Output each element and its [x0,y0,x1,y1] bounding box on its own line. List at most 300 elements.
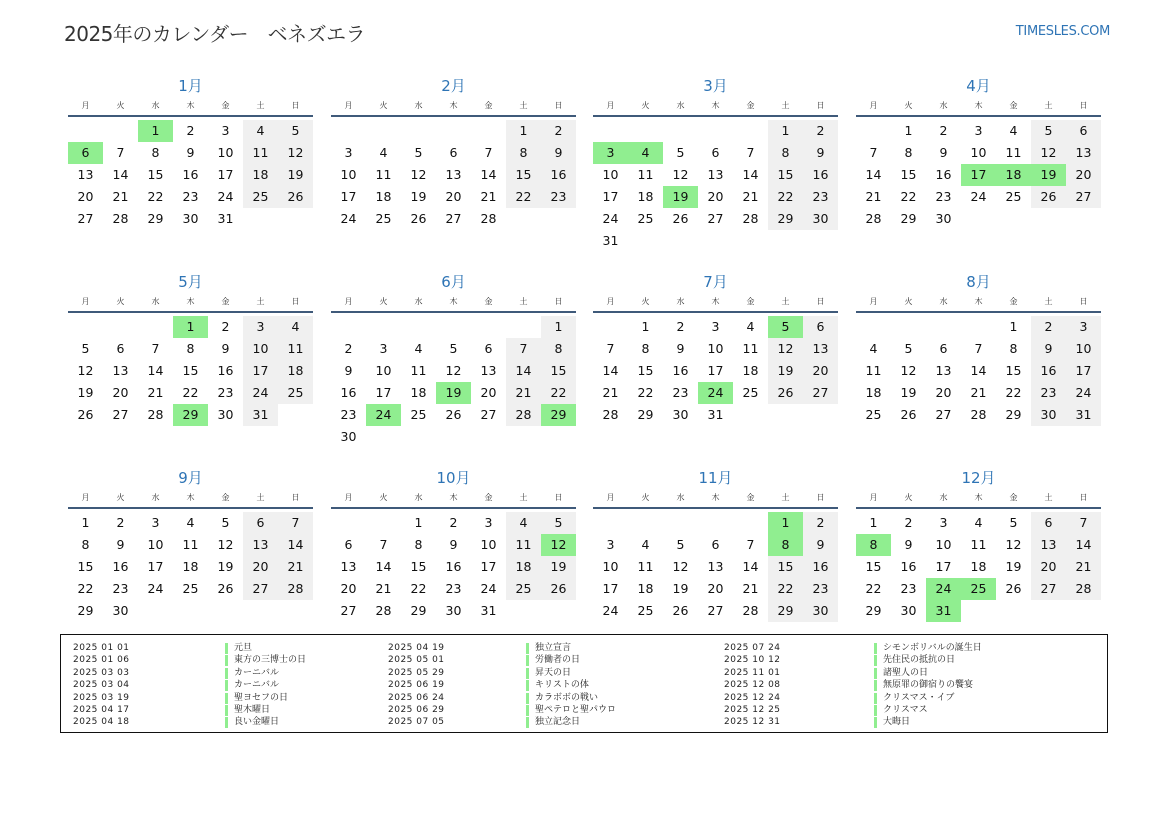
day-cell: 31 [707,407,724,422]
day-cell: 28 [1066,578,1101,600]
holiday-date: 2025 07 24 [724,643,781,653]
day-cell: 26 [410,211,427,226]
holiday-name: 大晦日 [883,717,911,728]
day-cell: 5 [449,341,458,356]
holiday-entry [388,679,688,691]
day-cell: 17 [935,559,952,574]
day-cell: 17 [340,189,357,204]
weekday-label: 金 [746,297,755,306]
holiday-date: 2025 03 19 [73,692,130,703]
weekday-label: 日 [554,493,563,502]
day-cell: 21 [147,385,164,400]
day-cell: 31 [1066,404,1101,426]
holiday-name: 独立記念日 [535,717,581,728]
day-cell: 8 [506,142,541,164]
holiday-day-cell: 8 [856,534,891,556]
month-block [331,75,576,230]
day-cell: 2 [939,123,948,138]
day-cell: 9 [449,537,458,552]
holiday-marker-icon [225,717,228,728]
holiday-name: 昇天の日 [535,667,572,678]
day-cell: 22 [1005,385,1022,400]
day-cell: 4 [746,319,755,334]
day-cell: 17 [1066,360,1101,382]
day-cell: 7 [151,341,160,356]
day-cell: 27 [77,211,94,226]
weekday-label: 日 [1079,101,1088,110]
day-cell: 28 [147,407,164,422]
day-cell: 3 [243,316,278,338]
day-cell: 19 [410,189,427,204]
day-cell: 23 [803,578,838,600]
day-cell: 6 [803,316,838,338]
month-block [68,75,313,230]
day-cell: 15 [541,360,576,382]
month-block [856,467,1101,622]
weekday-header [593,97,838,117]
day-cell: 26 [541,578,576,600]
day-cell: 11 [278,338,313,360]
day-cell: 15 [637,363,654,378]
day-cell: 14 [480,167,497,182]
day-cell: 15 [865,559,882,574]
day-cell: 26 [278,186,313,208]
day-cell: 28 [865,211,882,226]
day-cell: 2 [186,123,195,138]
day-cell: 26 [768,382,803,404]
day-cell: 17 [602,189,619,204]
weekday-label: 月 [869,297,878,306]
weekday-label: 金 [746,101,755,110]
weekday-label: 火 [379,493,388,502]
day-cell: 15 [506,164,541,186]
weekday-header [68,489,313,509]
weekday-label: 火 [116,297,125,306]
day-cell: 21 [742,189,759,204]
day-cell: 21 [506,382,541,404]
weekday-label: 木 [711,101,720,110]
weekday-label: 月 [606,297,615,306]
day-cell: 16 [803,164,838,186]
weekday-label: 日 [816,297,825,306]
weekday-label: 火 [116,101,125,110]
day-cell: 19 [900,385,917,400]
weekday-header [593,489,838,509]
day-cell: 28 [970,407,987,422]
weekday-label: 土 [256,493,265,502]
day-cell: 11 [243,142,278,164]
day-cell: 2 [449,515,458,530]
day-cell: 20 [445,189,462,204]
month-title: 1月 [178,77,203,95]
day-cell: 2 [803,512,838,534]
weekday-header [331,293,576,313]
holiday-name: 良い金曜日 [234,717,280,728]
holiday-marker-icon [225,655,228,666]
holiday-name: シモンボリバルの誕生日 [883,643,982,653]
day-cell: 9 [344,363,353,378]
holiday-date: 2025 05 29 [388,667,445,678]
holiday-marker-icon [874,705,877,716]
day-grid [331,509,576,622]
weekday-label: 土 [1044,101,1053,110]
day-cell: 18 [182,559,199,574]
weekday-label: 月 [344,101,353,110]
day-cell: 22 [768,578,803,600]
day-cell: 19 [217,559,234,574]
day-cell: 16 [1031,360,1066,382]
day-cell: 1 [81,515,90,530]
day-cell: 28 [506,404,541,426]
weekday-label: 木 [974,297,983,306]
weekday-label: 木 [974,493,983,502]
holiday-entry [724,667,1024,679]
holiday-date: 2025 12 25 [724,705,781,715]
weekday-label: 金 [484,493,493,502]
day-cell: 25 [637,211,654,226]
weekday-label: 木 [186,101,195,110]
holiday-entry [73,642,373,654]
page-title: 2025年のカレンダー ベネズエラ [64,22,366,46]
day-cell: 5 [414,145,423,160]
day-cell: 14 [970,363,987,378]
weekday-label: 日 [1079,493,1088,502]
weekday-label: 月 [81,297,90,306]
weekday-label: 月 [606,493,615,502]
day-cell: 10 [340,167,357,182]
day-cell: 4 [641,537,650,552]
day-cell: 11 [970,537,987,552]
holiday-name: カーニバル [234,680,280,691]
holiday-day-cell: 31 [926,600,961,622]
weekday-label: 火 [904,297,913,306]
day-cell: 23 [445,581,462,596]
day-cell: 12 [1005,537,1022,552]
holiday-marker-icon [874,680,877,691]
day-cell: 17 [243,360,278,382]
weekday-label: 水 [939,297,948,306]
day-cell: 23 [182,189,199,204]
day-cell: 4 [186,515,195,530]
day-cell: 18 [410,385,427,400]
day-cell: 17 [147,559,164,574]
day-cell: 26 [77,407,94,422]
holiday-name: 元旦 [234,643,253,653]
holiday-date: 2025 12 24 [724,692,781,703]
day-cell: 5 [904,341,913,356]
day-cell: 13 [707,167,724,182]
day-cell: 24 [217,189,234,204]
day-cell: 30 [340,429,357,444]
day-cell: 16 [445,559,462,574]
day-cell: 16 [935,167,952,182]
holiday-name: 先住民の抵抗の日 [883,655,956,666]
day-cell: 23 [803,186,838,208]
day-cell: 13 [445,167,462,182]
day-cell: 20 [803,360,838,382]
holiday-date: 2025 01 01 [73,643,130,653]
holiday-day-cell: 4 [628,142,663,164]
day-cell: 24 [1066,382,1101,404]
day-cell: 6 [344,537,353,552]
weekday-label: 金 [1009,493,1018,502]
holiday-day-cell: 19 [436,382,471,404]
holiday-day-cell: 24 [366,404,401,426]
day-cell: 4 [379,145,388,160]
day-cell: 7 [278,512,313,534]
day-cell: 5 [278,120,313,142]
day-cell: 7 [974,341,983,356]
holiday-marker-icon [526,717,529,728]
day-cell: 27 [707,603,724,618]
day-cell: 27 [1031,578,1066,600]
month-block [856,271,1101,426]
month-title: 8月 [966,273,991,291]
weekday-label: 土 [519,493,528,502]
holiday-entry [73,667,373,679]
holiday-marker-icon [526,643,529,654]
day-cell: 2 [221,319,230,334]
day-cell: 27 [445,211,462,226]
day-cell: 24 [602,603,619,618]
day-cell: 11 [375,167,392,182]
day-cell: 29 [768,600,803,622]
day-cell: 22 [541,382,576,404]
day-cell: 31 [480,603,497,618]
day-cell: 5 [541,512,576,534]
day-cell: 27 [340,603,357,618]
holiday-entry [388,704,688,716]
day-cell: 30 [445,603,462,618]
holiday-marker-icon [526,668,529,679]
holiday-name: 聖ペテロと聖パウロ [535,705,617,715]
day-cell: 19 [77,385,94,400]
day-cell: 2 [116,515,125,530]
day-cell: 13 [1066,142,1101,164]
holiday-marker-icon [526,655,529,666]
day-cell: 25 [375,211,392,226]
day-cell: 22 [182,385,199,400]
day-cell: 24 [147,581,164,596]
day-cell: 20 [77,189,94,204]
day-cell: 3 [484,515,493,530]
weekday-label: 木 [449,493,458,502]
weekday-label: 土 [1044,297,1053,306]
day-cell: 3 [606,537,615,552]
weekday-label: 日 [291,297,300,306]
weekday-label: 木 [711,493,720,502]
day-cell: 6 [711,537,720,552]
weekday-label: 月 [344,493,353,502]
holiday-day-cell: 6 [68,142,103,164]
weekday-label: 月 [606,101,615,110]
day-cell: 7 [379,537,388,552]
day-cell: 11 [637,559,654,574]
day-cell: 10 [1066,338,1101,360]
day-grid [593,509,838,622]
month-title: 6月 [441,273,466,291]
day-cell: 2 [904,515,913,530]
day-cell: 12 [672,559,689,574]
weekday-label: 金 [221,493,230,502]
day-cell: 6 [243,512,278,534]
day-cell: 1 [1009,319,1018,334]
day-cell: 31 [602,233,619,248]
month-title: 7月 [703,273,728,291]
holiday-entry [724,679,1024,691]
weekday-label: 土 [1044,493,1053,502]
day-cell: 20 [935,385,952,400]
day-cell: 19 [278,164,313,186]
holiday-name: 東方の三博士の日 [234,655,307,666]
weekday-header [856,489,1101,509]
day-cell: 18 [637,189,654,204]
holiday-entry [73,654,373,666]
day-cell: 29 [410,603,427,618]
site-link[interactable]: TIMESLES.COM [1015,24,1110,39]
day-cell: 10 [375,363,392,378]
day-cell: 22 [147,189,164,204]
day-cell: 9 [221,341,230,356]
day-cell: 14 [375,559,392,574]
holiday-marker-icon [526,680,529,691]
holiday-entry [724,692,1024,704]
day-cell: 6 [1066,120,1101,142]
weekday-label: 土 [781,297,790,306]
day-cell: 17 [707,363,724,378]
holiday-marker-icon [874,655,877,666]
day-cell: 13 [340,559,357,574]
day-cell: 8 [81,537,90,552]
day-cell: 23 [217,385,234,400]
holiday-day-cell: 25 [961,578,996,600]
weekday-label: 土 [519,297,528,306]
day-cell: 24 [243,382,278,404]
day-cell: 21 [112,189,129,204]
day-cell: 14 [742,559,759,574]
day-cell: 29 [1005,407,1022,422]
day-cell: 14 [112,167,129,182]
holiday-date: 2025 06 19 [388,680,445,691]
day-cell: 16 [217,363,234,378]
day-cell: 3 [151,515,160,530]
weekday-label: 木 [186,297,195,306]
holiday-date: 2025 03 03 [73,667,130,678]
day-cell: 5 [81,341,90,356]
day-cell: 16 [112,559,129,574]
day-cell: 10 [602,559,619,574]
holiday-entry [73,704,373,716]
day-cell: 21 [865,189,882,204]
month-title: 2月 [441,77,466,95]
month-title: 3月 [703,77,728,95]
month-block [856,75,1101,230]
day-grid [68,509,313,622]
day-cell: 1 [869,515,878,530]
day-cell: 26 [1031,186,1066,208]
weekday-label: 日 [816,493,825,502]
day-grid [68,313,313,426]
day-cell: 20 [112,385,129,400]
day-cell: 23 [340,407,357,422]
day-cell: 13 [480,363,497,378]
weekday-label: 水 [939,493,948,502]
day-grid [68,117,313,230]
day-cell: 22 [77,581,94,596]
day-cell: 10 [707,341,724,356]
day-cell: 4 [243,120,278,142]
day-cell: 5 [221,515,230,530]
day-cell: 20 [480,385,497,400]
holiday-entry [724,642,1024,654]
holiday-day-cell: 24 [926,578,961,600]
day-grid [856,117,1101,230]
day-cell: 30 [112,603,129,618]
day-cell: 15 [77,559,94,574]
holiday-entry [388,667,688,679]
day-cell: 13 [935,363,952,378]
day-cell: 29 [865,603,882,618]
day-grid [593,117,838,252]
day-cell: 7 [606,341,615,356]
day-cell: 1 [768,120,803,142]
day-cell: 23 [541,186,576,208]
weekday-label: 日 [554,101,563,110]
holiday-name: 聖木曜日 [234,705,271,715]
holiday-entry [724,704,1024,716]
day-cell: 15 [410,559,427,574]
day-cell: 29 [147,211,164,226]
day-cell: 30 [182,211,199,226]
day-cell: 29 [900,211,917,226]
holiday-date: 2025 01 06 [73,655,130,666]
weekday-label: 水 [414,493,423,502]
day-cell: 7 [1066,512,1101,534]
day-cell: 30 [672,407,689,422]
day-cell: 8 [186,341,195,356]
day-cell: 24 [340,211,357,226]
holiday-marker-icon [526,705,529,716]
weekday-label: 金 [746,493,755,502]
day-cell: 3 [1066,316,1101,338]
day-cell: 18 [243,164,278,186]
weekday-label: 火 [641,297,650,306]
month-block [593,467,838,622]
day-grid [331,117,576,230]
month-block [68,467,313,622]
day-cell: 15 [768,164,803,186]
day-cell: 1 [904,123,913,138]
day-cell: 23 [672,385,689,400]
day-cell: 21 [375,581,392,596]
day-cell: 7 [506,338,541,360]
weekday-header [856,293,1101,313]
holiday-marker-icon [225,705,228,716]
day-cell: 30 [900,603,917,618]
day-cell: 13 [77,167,94,182]
day-cell: 10 [970,145,987,160]
day-cell: 23 [900,581,917,596]
weekday-label: 日 [291,101,300,110]
day-cell: 13 [803,338,838,360]
month-block [593,271,838,426]
weekday-label: 水 [676,101,685,110]
holiday-entry [388,692,688,704]
day-cell: 15 [182,363,199,378]
day-cell: 18 [506,556,541,578]
weekday-label: 金 [484,297,493,306]
day-cell: 11 [182,537,199,552]
